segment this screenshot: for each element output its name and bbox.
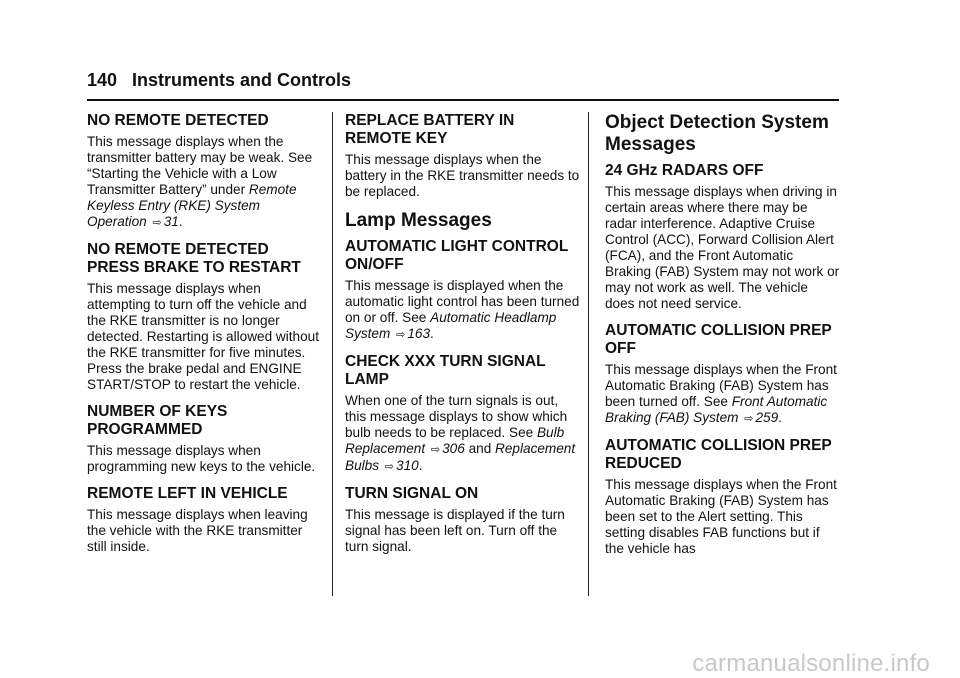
header-rule <box>87 99 839 101</box>
page-arrow-icon: ⇨ <box>744 413 754 425</box>
page-arrow-icon: ⇨ <box>384 461 395 473</box>
body-text: This message displays when the transmitter battery may be weak. See “Starting the Vehicle with a Low Transmitter Battery” under <box>87 134 313 197</box>
paragraph: When one of the turn signals is out, this message displays to show which bulb needs to be replaced. See Bulb Replacement ⇨ 306 and Replacement Bulbs ⇨ 310. <box>345 393 576 473</box>
heading-collision-prep-off: AUTOMATIC COLLISION PREP OFF <box>605 322 832 357</box>
paragraph: This message is displayed if the turn signal has been left on. Turn off the turn signal. <box>345 507 565 554</box>
section-title: Instruments and Controls <box>132 70 352 90</box>
page-reference[interactable]: 163 <box>407 326 431 341</box>
cross-reference-link[interactable]: Front Automatic Braking (FAB) System <box>605 394 828 425</box>
heading-check-turn-signal: CHECK XXX TURN SIGNAL LAMP <box>345 353 546 388</box>
page-reference[interactable]: 306 <box>442 441 465 456</box>
column-middle <box>345 112 581 565</box>
heading-collision-prep-reduced: AUTOMATIC COLLISION PREP REDUCED <box>605 437 832 472</box>
column-left <box>87 112 323 565</box>
heading-lamp-messages: Lamp Messages <box>345 210 492 231</box>
paragraph: This message displays when driving in certain areas where there may be radar interference. Adaptive Cruise Control (ACC), Forward Collision Alert (FCA), and the Front Automatic Braking (FAB) System may not work or may not work as well. The vehicle does not need service. <box>605 184 840 311</box>
page-reference[interactable]: 31 <box>163 214 179 229</box>
page-header <box>87 70 839 100</box>
cross-reference-link[interactable]: Bulb Replacement <box>345 425 565 456</box>
page-number: 140 <box>87 70 118 90</box>
cross-reference-link[interactable]: Remote Keyless Entry (RKE) System Operation <box>87 182 297 229</box>
watermark <box>0 650 960 678</box>
page-reference[interactable]: 259 <box>755 410 779 425</box>
heading-no-remote-press-brake: NO REMOTE DETECTED PRESS BRAKE TO RESTART <box>87 241 301 276</box>
column-divider <box>332 112 333 596</box>
page-reference[interactable]: 310 <box>396 458 419 473</box>
heading-automatic-light-control: AUTOMATIC LIGHT CONTROL ON/OFF <box>345 238 569 273</box>
paragraph: This message displays when the Front Automatic Braking (FAB) System has been turned off. See Front Automatic Braking (FAB) System ⇨ 259. <box>605 362 837 425</box>
paragraph: This message displays when the transmitter battery may be weak. See “Starting the Vehicle with a Low Transmitter Battery” under Remote Keyless Entry (RKE) System Operation ⇨ 31. <box>87 134 313 229</box>
cross-reference-link[interactable]: Automatic Headlamp System <box>345 310 557 341</box>
watermark-text: carmanualsonline.info <box>692 650 930 677</box>
body-text: This message is displayed when the automatic light control has been turned on or off. See <box>345 278 580 325</box>
paragraph: This message displays when the Front Automatic Braking (FAB) System has been set to the Alert setting. This setting disables FAB functions but if the vehicle has <box>605 477 837 556</box>
paragraph: This message displays when attempting to turn off the vehicle and the RKE transmitter is no longer detected. Restarting is allowed without the RKE transmitter for five minutes. Press the brake pedal and ENGINE START/STOP to restart the vehicle. <box>87 281 319 392</box>
body-text: This message displays when the Front Automatic Braking (FAB) System has been turned off. See <box>605 362 837 409</box>
heading-turn-signal-on: TURN SIGNAL ON <box>345 485 479 502</box>
paragraph: This message is displayed when the automatic light control has been turned on or off. See Automatic Headlamp System ⇨ 163. <box>345 278 580 341</box>
paragraph: This message displays when leaving the vehicle with the RKE transmitter still inside. <box>87 507 308 554</box>
column-right <box>605 112 841 567</box>
heading-no-remote-detected: NO REMOTE DETECTED <box>87 112 269 129</box>
page-arrow-icon: ⇨ <box>152 217 162 229</box>
cross-reference-link[interactable]: Replacement Bulbs <box>345 441 576 473</box>
body-text: and <box>468 441 492 456</box>
heading-replace-battery: REPLACE BATTERY IN REMOTE KEY <box>345 112 515 147</box>
heading-radars-off: 24 GHz RADARS OFF <box>605 162 764 179</box>
column-divider <box>588 112 589 596</box>
page-arrow-icon: ⇨ <box>430 444 441 456</box>
body-text: When one of the turn signals is out, this message displays to show which bulb needs to be replaced. See <box>345 393 568 440</box>
heading-object-detection: Object Detection System Messages <box>605 112 829 155</box>
heading-number-of-keys: NUMBER OF KEYS PROGRAMMED <box>87 403 228 438</box>
heading-remote-left: REMOTE LEFT IN VEHICLE <box>87 485 288 502</box>
page-arrow-icon: ⇨ <box>396 329 406 341</box>
paragraph: This message displays when the battery in the RKE transmitter needs to be replaced. <box>345 152 580 199</box>
paragraph: This message displays when programming new keys to the vehicle. <box>87 443 316 474</box>
